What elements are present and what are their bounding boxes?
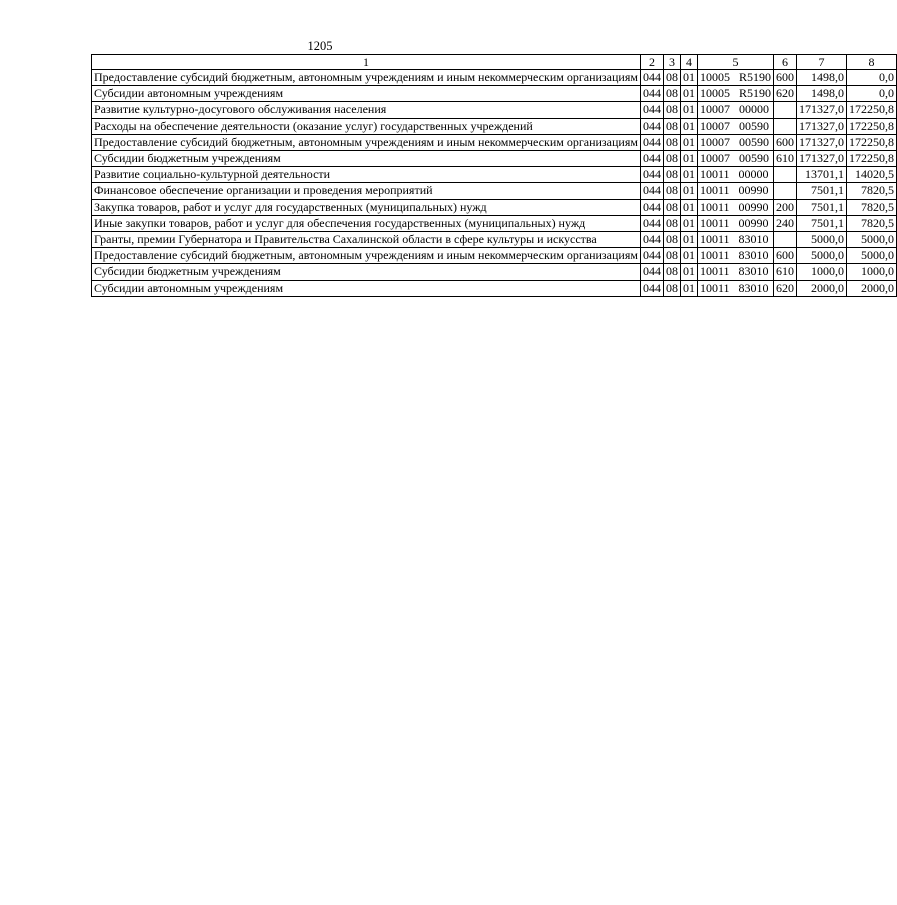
row-target-article-cell: 10005 R5190 [697, 70, 773, 86]
row-name-cell: Расходы на обеспечение деятельности (оказание услуг) государственных учреждений [92, 118, 641, 134]
row-name-cell: Закупка товаров, работ и услуг для государственных (муниципальных) нужд [92, 199, 641, 215]
row-ministry-code-cell: 044 [640, 134, 663, 150]
row-ministry-code-cell: 044 [640, 151, 663, 167]
row-expense-type-cell [773, 232, 796, 248]
row-section-cell: 08 [663, 102, 680, 118]
row-amount-year2-cell: 1000,0 [846, 264, 896, 280]
row-subsection-cell: 01 [680, 102, 697, 118]
budget-table [91, 54, 897, 297]
row-ministry-code-cell: 044 [640, 280, 663, 296]
table-row [92, 118, 897, 134]
page-number: 1205 [307, 39, 333, 53]
row-section-cell: 08 [663, 183, 680, 199]
row-expense-type-cell: 620 [773, 86, 796, 102]
row-subsection-cell: 01 [680, 70, 697, 86]
column-header: 2 [640, 55, 663, 70]
row-amount-year2-cell: 172250,8 [846, 102, 896, 118]
row-name-cell: Субсидии бюджетным учреждениям [92, 151, 641, 167]
column-header: 6 [773, 55, 796, 70]
row-amount-year1-cell: 2000,0 [796, 280, 846, 296]
column-header: 7 [796, 55, 846, 70]
row-ministry-code-cell: 044 [640, 183, 663, 199]
row-ministry-code-cell: 044 [640, 167, 663, 183]
row-amount-year2-cell: 0,0 [846, 86, 896, 102]
row-expense-type-cell [773, 102, 796, 118]
row-name-cell: Иные закупки товаров, работ и услуг для обеспечения государственных (муниципальных) нужд [92, 215, 641, 231]
row-amount-year1-cell: 1498,0 [796, 86, 846, 102]
row-name-cell: Развитие социально-культурной деятельности [92, 167, 641, 183]
row-target-article-cell: 10011 00990 [697, 199, 773, 215]
row-name-cell: Финансовое обеспечение организации и проведения мероприятий [92, 183, 641, 199]
row-expense-type-cell: 240 [773, 215, 796, 231]
table-row [92, 151, 897, 167]
table-row [92, 280, 897, 296]
row-target-article-cell: 10011 00990 [697, 183, 773, 199]
row-section-cell: 08 [663, 280, 680, 296]
row-section-cell: 08 [663, 134, 680, 150]
table-row [92, 199, 897, 215]
row-amount-year1-cell: 13701,1 [796, 167, 846, 183]
row-target-article-cell: 10011 83010 [697, 248, 773, 264]
row-subsection-cell: 01 [680, 118, 697, 134]
table-row [92, 102, 897, 118]
row-amount-year1-cell: 171327,0 [796, 102, 846, 118]
row-amount-year1-cell: 1000,0 [796, 264, 846, 280]
row-subsection-cell: 01 [680, 183, 697, 199]
row-expense-type-cell: 600 [773, 70, 796, 86]
row-name-cell: Субсидии бюджетным учреждениям [92, 264, 641, 280]
row-expense-type-cell: 620 [773, 280, 796, 296]
row-section-cell: 08 [663, 199, 680, 215]
row-amount-year2-cell: 7820,5 [846, 199, 896, 215]
row-name-cell: Гранты, премии Губернатора и Правительства Сахалинской области в сфере культуры и искусства [92, 232, 641, 248]
row-amount-year1-cell: 171327,0 [796, 118, 846, 134]
row-amount-year2-cell: 7820,5 [846, 215, 896, 231]
table-row [92, 215, 897, 231]
table-row [92, 86, 897, 102]
row-target-article-cell: 10007 00590 [697, 118, 773, 134]
row-subsection-cell: 01 [680, 134, 697, 150]
row-amount-year1-cell: 171327,0 [796, 151, 846, 167]
header-row [92, 55, 897, 70]
row-section-cell: 08 [663, 118, 680, 134]
row-amount-year1-cell: 7501,1 [796, 199, 846, 215]
row-ministry-code-cell: 044 [640, 199, 663, 215]
row-expense-type-cell: 610 [773, 151, 796, 167]
row-amount-year2-cell: 172250,8 [846, 151, 896, 167]
row-amount-year2-cell: 5000,0 [846, 248, 896, 264]
row-subsection-cell: 01 [680, 86, 697, 102]
row-subsection-cell: 01 [680, 280, 697, 296]
row-amount-year1-cell: 7501,1 [796, 215, 846, 231]
row-ministry-code-cell: 044 [640, 102, 663, 118]
row-ministry-code-cell: 044 [640, 86, 663, 102]
row-target-article-cell: 10011 00990 [697, 215, 773, 231]
row-ministry-code-cell: 044 [640, 248, 663, 264]
row-amount-year2-cell: 7820,5 [846, 183, 896, 199]
row-section-cell: 08 [663, 215, 680, 231]
row-expense-type-cell [773, 183, 796, 199]
row-ministry-code-cell: 044 [640, 70, 663, 86]
row-target-article-cell: 10007 00000 [697, 102, 773, 118]
row-ministry-code-cell: 044 [640, 118, 663, 134]
row-amount-year1-cell: 171327,0 [796, 134, 846, 150]
row-name-cell: Субсидии автономным учреждениям [92, 280, 641, 296]
column-header: 3 [663, 55, 680, 70]
row-section-cell: 08 [663, 70, 680, 86]
row-section-cell: 08 [663, 232, 680, 248]
row-target-article-cell: 10007 00590 [697, 134, 773, 150]
row-ministry-code-cell: 044 [640, 215, 663, 231]
row-ministry-code-cell: 044 [640, 264, 663, 280]
row-amount-year2-cell: 2000,0 [846, 280, 896, 296]
row-target-article-cell: 10011 83010 [697, 264, 773, 280]
row-target-article-cell: 10005 R5190 [697, 86, 773, 102]
row-amount-year2-cell: 0,0 [846, 70, 896, 86]
row-amount-year1-cell: 5000,0 [796, 248, 846, 264]
row-subsection-cell: 01 [680, 151, 697, 167]
column-header: 1 [92, 55, 641, 70]
row-target-article-cell: 10011 00000 [697, 167, 773, 183]
row-subsection-cell: 01 [680, 264, 697, 280]
table-row [92, 248, 897, 264]
row-amount-year1-cell: 5000,0 [796, 232, 846, 248]
row-ministry-code-cell: 044 [640, 232, 663, 248]
row-target-article-cell: 10011 83010 [697, 280, 773, 296]
table-row [92, 264, 897, 280]
row-expense-type-cell [773, 167, 796, 183]
row-subsection-cell: 01 [680, 215, 697, 231]
row-subsection-cell: 01 [680, 199, 697, 215]
column-header: 5 [697, 55, 773, 70]
row-section-cell: 08 [663, 264, 680, 280]
row-amount-year1-cell: 1498,0 [796, 70, 846, 86]
row-name-cell: Предоставление субсидий бюджетным, автономным учреждениям и иным некоммерческим организациям [92, 70, 641, 86]
row-subsection-cell: 01 [680, 248, 697, 264]
row-subsection-cell: 01 [680, 232, 697, 248]
column-header: 8 [846, 55, 896, 70]
row-amount-year1-cell: 7501,1 [796, 183, 846, 199]
table-row [92, 167, 897, 183]
row-section-cell: 08 [663, 248, 680, 264]
row-name-cell: Предоставление субсидий бюджетным, автономным учреждениям и иным некоммерческим организациям [92, 134, 641, 150]
row-target-article-cell: 10007 00590 [697, 151, 773, 167]
row-name-cell: Предоставление субсидий бюджетным, автономным учреждениям и иным некоммерческим организациям [92, 248, 641, 264]
row-expense-type-cell [773, 118, 796, 134]
row-amount-year2-cell: 172250,8 [846, 134, 896, 150]
row-amount-year2-cell: 172250,8 [846, 118, 896, 134]
row-name-cell: Субсидии автономным учреждениям [92, 86, 641, 102]
row-section-cell: 08 [663, 167, 680, 183]
row-subsection-cell: 01 [680, 167, 697, 183]
row-name-cell: Развитие культурно-досугового обслуживания населения [92, 102, 641, 118]
row-amount-year2-cell: 5000,0 [846, 232, 896, 248]
table-row [92, 183, 897, 199]
row-section-cell: 08 [663, 86, 680, 102]
table-row [92, 134, 897, 150]
row-section-cell: 08 [663, 151, 680, 167]
table-row [92, 70, 897, 86]
row-expense-type-cell: 600 [773, 134, 796, 150]
row-expense-type-cell: 600 [773, 248, 796, 264]
table-row [92, 232, 897, 248]
column-header: 4 [680, 55, 697, 70]
row-expense-type-cell: 610 [773, 264, 796, 280]
row-target-article-cell: 10011 83010 [697, 232, 773, 248]
row-expense-type-cell: 200 [773, 199, 796, 215]
row-amount-year2-cell: 14020,5 [846, 167, 896, 183]
